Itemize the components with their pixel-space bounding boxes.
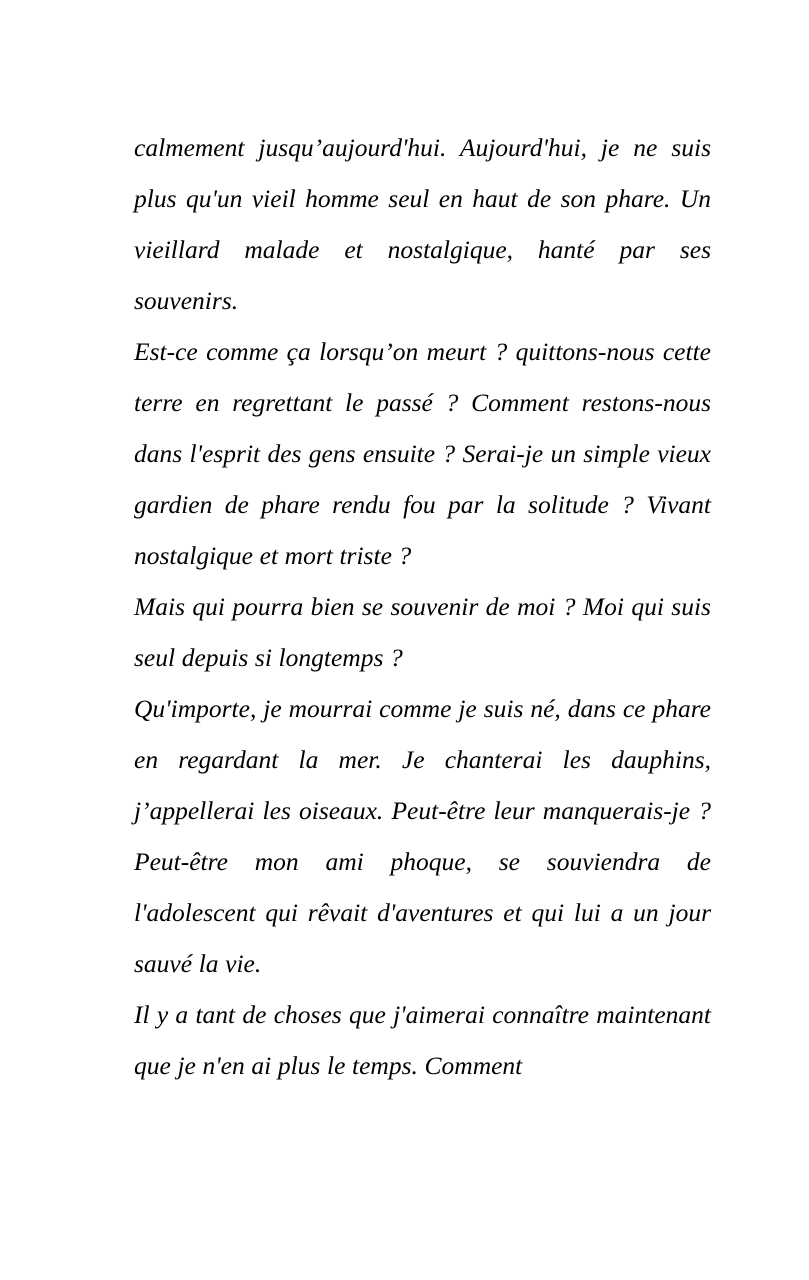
paragraph: Il y a tant de choses que j'aimerai connaître maintenant que je n'en ai plus le temps. Comment [134,1000,711,1080]
paragraph: Mais qui pourra bien se souvenir de moi ? Moi qui suis seul depuis si longtemps ? [134,592,711,672]
paragraph: Est-ce comme ça lorsqu’on meurt ? quittons-nous cette terre en regrettant le passé ? Comment restons-nous dans l'esprit des gens ensuite ? Serai-je un simple vieux gardien de phare rendu fou par la solitude ? Vivant nostalgique et mort triste ? [134,337,711,570]
paragraph: Qu'importe, je mourrai comme je suis né, dans ce phare en regardant la mer. Je chanterai les dauphins, j’appellerai les oiseaux. Peut-être leur manquerais-je ? Peut-être mon ami phoque, se souviendra de l'adolescent qui rêvait d'aventures et qui lui a un jour sauvé la vie. [134,694,711,978]
body-text-block [134,122,711,1091]
paragraph: calmement jusqu’aujourd'hui. Aujourd'hui, je ne suis plus qu'un vieil homme seul en haut de son phare. Un vieillard malade et nostalgique, hanté par ses souvenirs. [134,133,711,315]
